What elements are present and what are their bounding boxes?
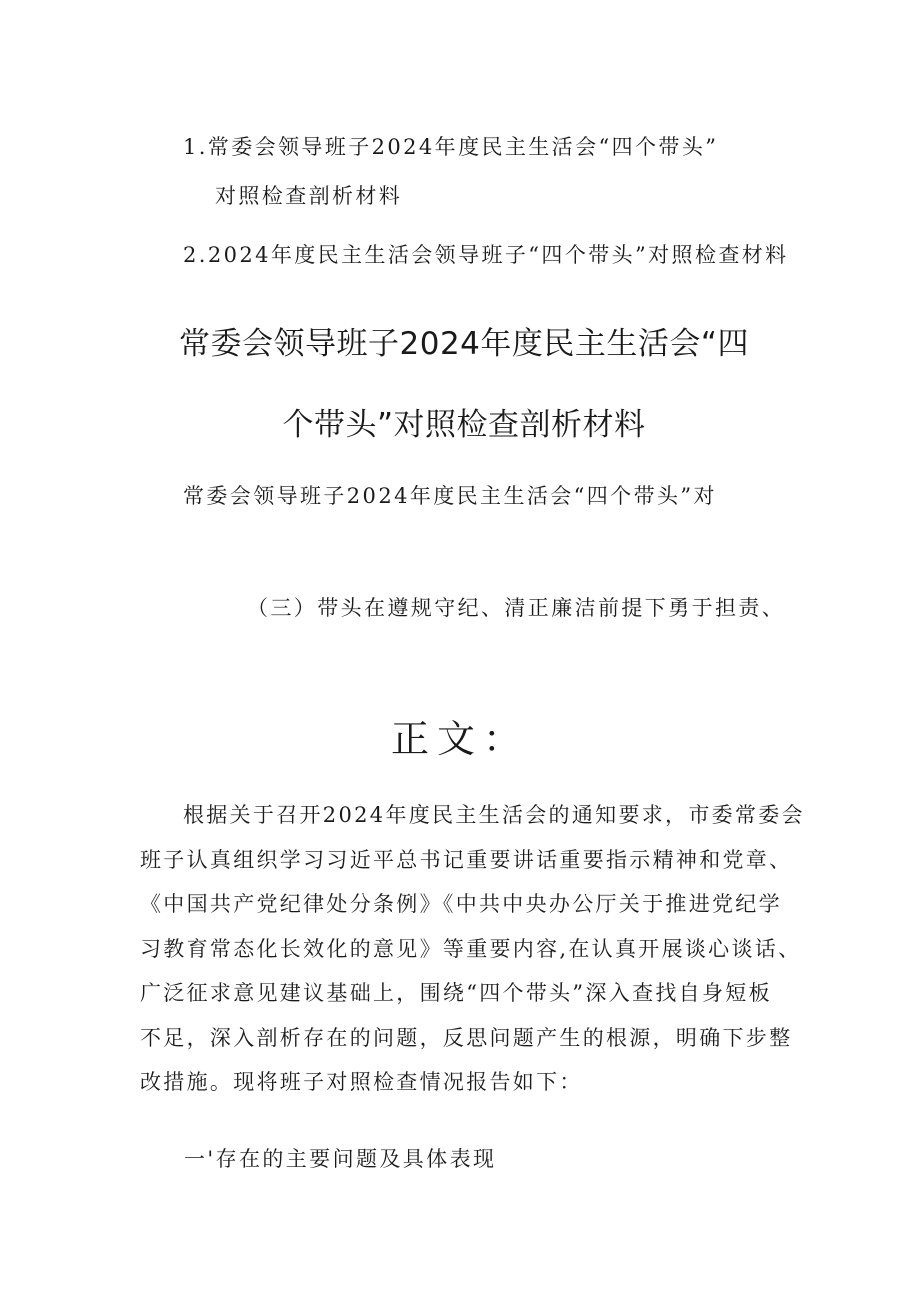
paragraph-line: 广泛征求意见建议基础上，围绕“四个带头”深入查找自身短板	[140, 981, 772, 1005]
document-title-line-2: 个带头”对照检查剖析材料	[282, 407, 646, 443]
subtitle: 常委会领导班子2024年度民主生活会“四个带头”对	[183, 484, 717, 508]
paragraph-line: 不足，深入剖析存在的问题，反思问题产生的根源，明确下步整	[140, 1025, 793, 1050]
body-heading: 正文：	[390, 717, 529, 761]
document-title-line-1: 常委会领导班子2024年度民主生活会“四	[179, 326, 749, 362]
paragraph-line: 班子认真组织学习习近平总书记重要讲话重要指示精神和党章、	[140, 847, 793, 872]
toc-item-2: 2.2024年度民主生活会领导班子“四个带头”对照检查材料	[183, 243, 789, 267]
intro-paragraph	[140, 793, 805, 1105]
outline-item-3: （三）带头在遵规守纪、清正廉洁前提下勇于担责、	[247, 596, 786, 620]
paragraph-line: 改措施。现将班子对照检查情况报告如下：	[140, 1070, 583, 1094]
toc-item-1-line-2: 对照检查剖析材料	[215, 184, 403, 208]
paragraph-line: 根据关于召开2024年度民主生活会的通知要求，市委常委会	[183, 803, 805, 827]
section-heading-1: 一'存在的主要问题及具体表现	[184, 1147, 497, 1171]
paragraph-line: 《中国共产党纪律处分条例》《中共中央办公厅关于推进党纪学	[140, 892, 782, 916]
paragraph-line: 习教育常态化长效化的意见》等重要内容,在认真开展谈心谈话、	[140, 936, 802, 961]
toc-item-1-line-1: 1.常委会领导班子2024年度民主生活会“四个带头”	[183, 135, 719, 159]
